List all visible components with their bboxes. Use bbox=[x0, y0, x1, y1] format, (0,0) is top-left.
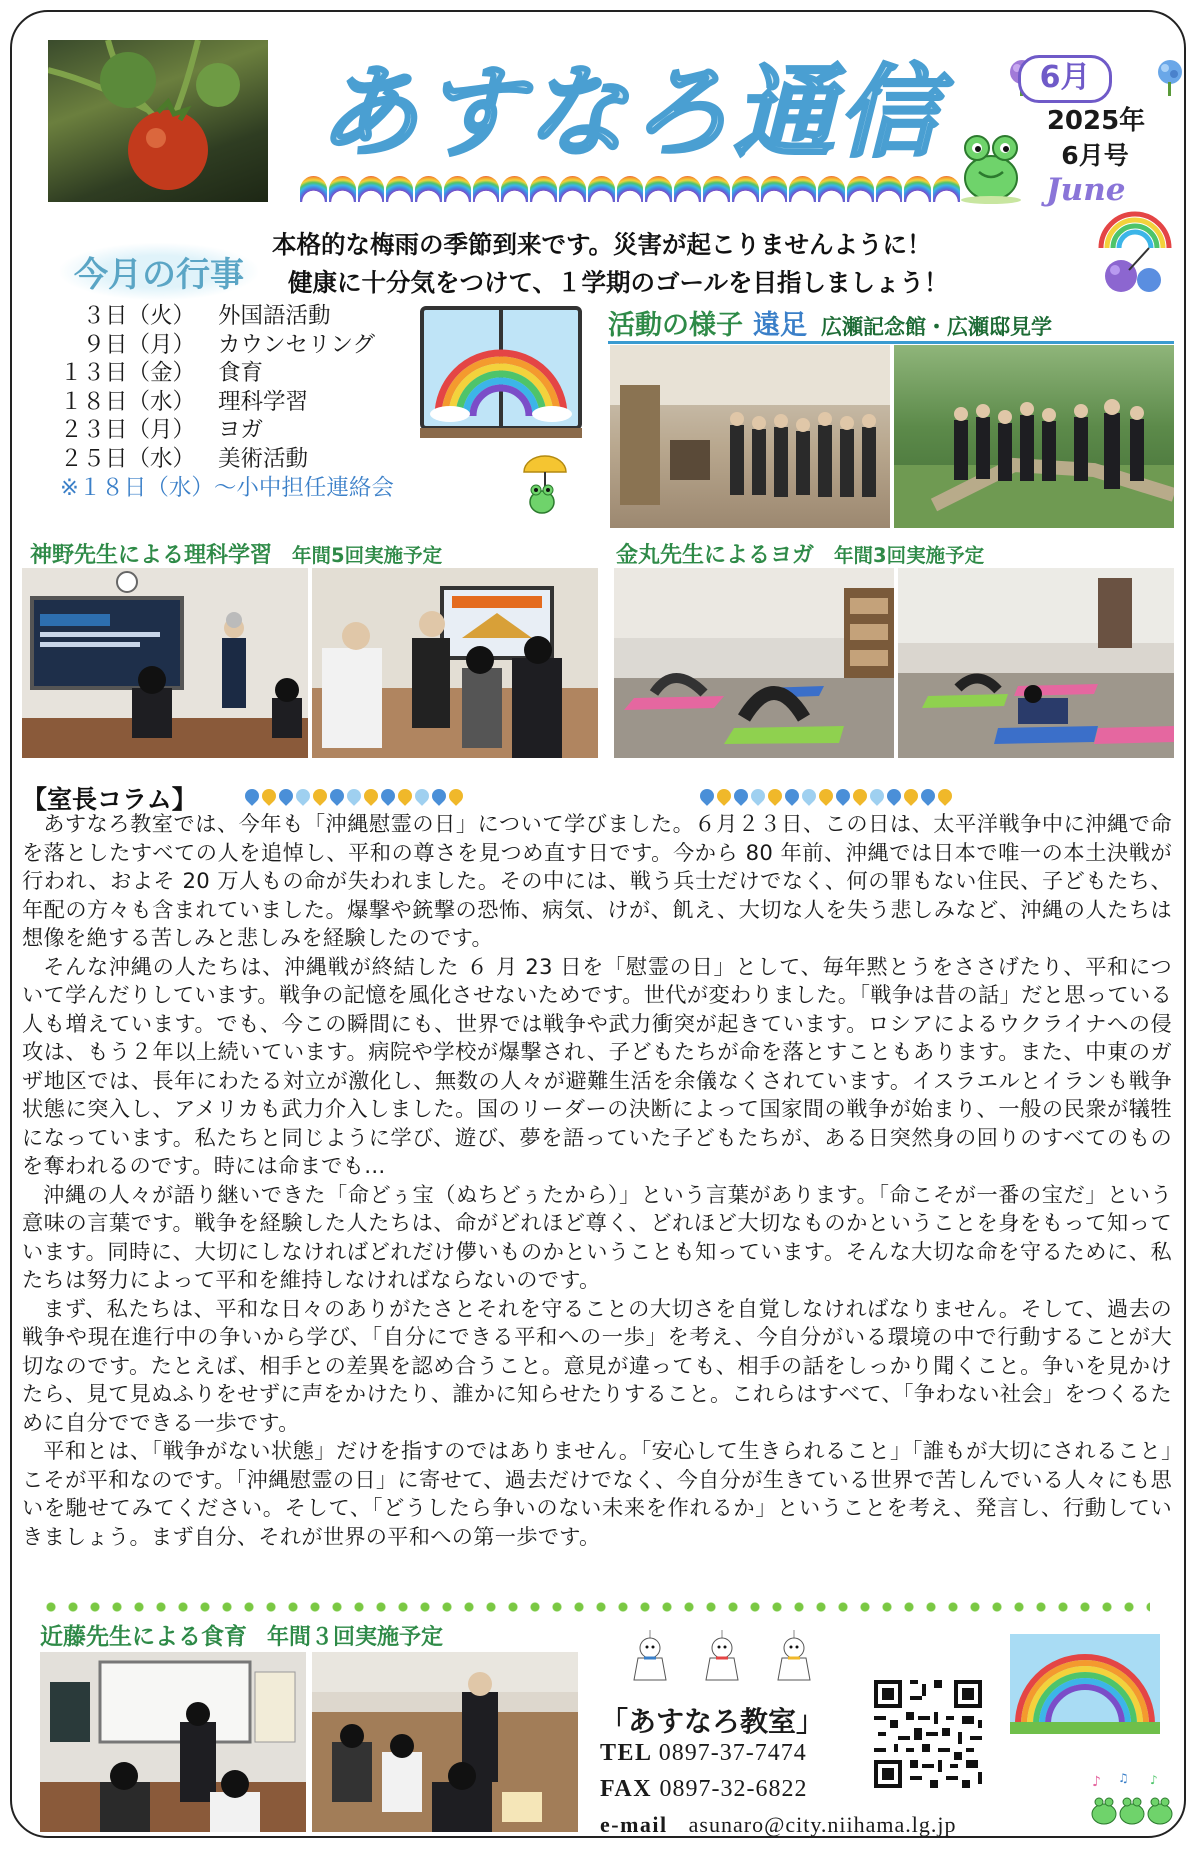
rainbow-illustration bbox=[1010, 1634, 1160, 1738]
intro-line: 本格的な梅雨の季節到来です。災害が起こりませんように！ bbox=[272, 230, 932, 259]
event-name: 食育 bbox=[218, 360, 264, 387]
column-paragraph: そんな沖縄の人たちは、沖縄戦が終結した ６ 月 23 日を「慰霊の日」として、毎年黙とうをささげたり、平和について学んだりしています。戦争の記憶を風化させないためです。世代が変わりました。「戦争は昔の話」だと思っている人も増えています。でも、今この瞬間にも、世界では戦争や武力衝突が起きています。ロシアによるウクライナへの侵攻は、もう２年以上続いています。病院や学校が爆撃され、子どもたちが命を落とすこともあります。また、中東のガザ地区では、長年にわたる対立が激化し、無数の人々が避難生活を余儀なくされています。イスラエルとイランも戦争状態に突入し、アメリカも武力介入しました。国のリーダーの決断によって国家間の戦争が始まり、一般の民衆が犠牲になっています。私たちと同じように学び、遊び、夢を語っていた子どもたちが、ある日突然身の回りのすべてのものを奪われるのです。時には命までも… bbox=[22, 953, 1172, 1178]
rainbow-window-illustration bbox=[420, 306, 582, 442]
teru-teru-bozu-icon bbox=[700, 1630, 744, 1696]
yoga-title: 金丸先生によるヨガ bbox=[616, 543, 815, 568]
svg-text:♪: ♪ bbox=[1150, 1773, 1158, 1787]
event-name: ヨガ bbox=[218, 417, 264, 444]
activity-heading bbox=[608, 303, 1052, 342]
rainbow-umbrella-icon bbox=[1095, 210, 1175, 304]
food-subtitle: 年間３回実施予定 bbox=[267, 1625, 444, 1650]
frog-umbrella-icon bbox=[520, 452, 570, 520]
science-photo-1 bbox=[22, 568, 308, 758]
event-date: ２５日（水） bbox=[60, 445, 196, 472]
excursion-photo-indoor bbox=[610, 345, 890, 528]
science-photo-2 bbox=[312, 568, 598, 758]
event-date: ２３日（月） bbox=[60, 417, 196, 444]
issue-month: 6月号 bbox=[1061, 141, 1129, 170]
science-heading bbox=[30, 538, 442, 569]
food-heading bbox=[40, 1618, 443, 1651]
rain-decoration-left bbox=[245, 788, 466, 806]
science-subtitle: 年間5回実施予定 bbox=[292, 544, 443, 567]
column-paragraph: 沖縄の人々が語り継いできた「命どぅ宝（ぬちどぅたから）」という言葉があります。「命こそが一番の宝だ」という意味の言葉です。戦争を経験した人たちは、命がどれほど尊く、どれほど大切なものかということを身をもって知っています。同時に、大切にしなければどれだけ儚いものかということも知っています。そんな大切な命を守るために、私たちは努力によって平和を維持しなければならないのです。 bbox=[22, 1181, 1172, 1292]
event-row bbox=[60, 445, 394, 474]
svg-text:♪: ♪ bbox=[1092, 1774, 1101, 1790]
activity-label: 活動の様子 bbox=[608, 310, 743, 341]
event-date: １３日（金） bbox=[60, 360, 196, 387]
event-row bbox=[60, 302, 394, 331]
column-heading: 【室長コラム】 bbox=[22, 785, 197, 814]
email-address[interactable]: asunaro@city.niihama.lg.jp bbox=[688, 1812, 957, 1837]
month-badge: 6月 bbox=[1018, 55, 1112, 103]
rain-decoration-right bbox=[700, 788, 955, 806]
event-row bbox=[60, 388, 394, 417]
food-photo-2 bbox=[312, 1652, 578, 1832]
column-paragraph: まず、私たちは、平和な日々のありがたさとそれを守ることの大切さを自覚しなければなりません。そして、過去の戦争や現在進行中の争いから学び、「自分にできる平和への一歩」を考え、今自分がいる環境の中で行動することが大切なのです。たとえば、相手との差異を認め合うこと。意見が違っても、相手の話をしっかり聞くこと。争いを見かけたら、見て見ぬふりをせずに声をかけたり、誰かに知らせたりすること。これらはすべて、「争わない社会」をつくるために自分でできる一歩です。 bbox=[22, 1295, 1172, 1435]
events-list bbox=[60, 302, 394, 502]
event-name: 理科学習 bbox=[218, 388, 309, 415]
fax-number: 0897-32-6822 bbox=[659, 1776, 808, 1802]
event-name: 美術活動 bbox=[218, 445, 309, 472]
event-date: ３日（火） bbox=[60, 303, 196, 329]
frog-icon bbox=[955, 128, 1027, 208]
tel-label: TEL bbox=[600, 1740, 652, 1766]
june-label: June bbox=[1046, 172, 1126, 208]
dotted-divider bbox=[40, 1601, 1150, 1613]
event-date: ９日（月） bbox=[60, 331, 196, 358]
event-row bbox=[60, 331, 394, 360]
event-name: 外国語活動 bbox=[218, 303, 331, 329]
frog-chorus-icon bbox=[1090, 1770, 1180, 1834]
intro-message bbox=[272, 226, 1032, 302]
contact-fax bbox=[600, 1776, 808, 1803]
food-title: 近藤先生による食育 bbox=[40, 1624, 247, 1650]
hydrangea-icon bbox=[1156, 58, 1184, 102]
column-paragraph: 平和とは、「戦争がない状態」だけを指すのではありません。「安心して生きられること」「誰もが大切にされること」こそが平和なのです。「沖縄慰霊の日」に寄せて、過去だけでなく、今自分が生きている世界で苦しんでいる人々にも思いを馳せてみてください。そして、「どうしたら争いのない未来を作れるか」ということを考え、発言し、行動していきましょう。まず自分、それが世界の平和への第一歩です。 bbox=[22, 1438, 1172, 1549]
events-heading: 今月の行事 bbox=[60, 243, 258, 300]
yoga-photo-2 bbox=[898, 568, 1174, 758]
intro-line: 健康に十分気をつけて、１学期のゴールを目指しましょう！ bbox=[288, 268, 949, 297]
rainbow-border bbox=[300, 176, 960, 202]
yoga-subtitle: 年間3回実施予定 bbox=[834, 544, 985, 567]
yoga-photo-1 bbox=[614, 568, 894, 758]
column-body bbox=[22, 810, 1172, 1551]
event-row bbox=[60, 416, 394, 445]
activity-heading-underline bbox=[608, 341, 1174, 344]
event-row bbox=[60, 359, 394, 388]
newsletter-title: あすなろ通信 bbox=[318, 53, 942, 171]
tel-number: 0897-37-7474 bbox=[658, 1740, 807, 1766]
activity-event: 遠足 bbox=[753, 310, 807, 341]
events-note: ※１８日（水）～小中担任連絡会 bbox=[60, 474, 394, 501]
excursion-photo-outdoor bbox=[894, 345, 1174, 528]
issue-year: 2025年 bbox=[1046, 106, 1146, 136]
contact-tel bbox=[600, 1740, 807, 1767]
qr-code[interactable] bbox=[870, 1676, 986, 1792]
teru-teru-bozu-icon bbox=[772, 1630, 816, 1696]
activity-place: 広瀬記念館・広瀬邸見学 bbox=[821, 315, 1052, 339]
event-name: カウンセリング bbox=[218, 331, 376, 358]
svg-text:♫: ♫ bbox=[1118, 1771, 1129, 1785]
teru-teru-bozu-icon bbox=[628, 1630, 672, 1696]
food-photo-1 bbox=[40, 1652, 306, 1832]
contact-office-name: 「あすなろ教室」 bbox=[600, 1707, 825, 1738]
yoga-heading bbox=[616, 538, 984, 569]
column-paragraph: あすなろ教室では、今年も「沖縄慰霊の日」について学びました。６月２３日、この日は、太平洋戦争中に沖縄で命を落としたすべての人を追悼し、平和の尊さを見つめ直す日です。今から 80 年前、沖縄では日本で唯一の本土決戦が行われ、およそ 20 万人もの命が失われました。その中には、戦う兵士だけでなく、何の罪もない住民、子どもたち、年配の方々も含まれていました。爆撃や銃撃の恐怖、病気、けが、飢え、大切な人を失う悲しみなど、沖縄の人たちは想像を絶する苦しみと悲しみを経験したのです。 bbox=[22, 811, 1172, 950]
email-label: e-mail bbox=[600, 1812, 668, 1837]
tomato-photo bbox=[48, 40, 268, 202]
event-date: １８日（水） bbox=[60, 388, 196, 415]
fax-label: FAX bbox=[600, 1776, 653, 1802]
contact-email bbox=[600, 1812, 956, 1838]
science-title: 神野先生による理科学習 bbox=[30, 543, 273, 568]
